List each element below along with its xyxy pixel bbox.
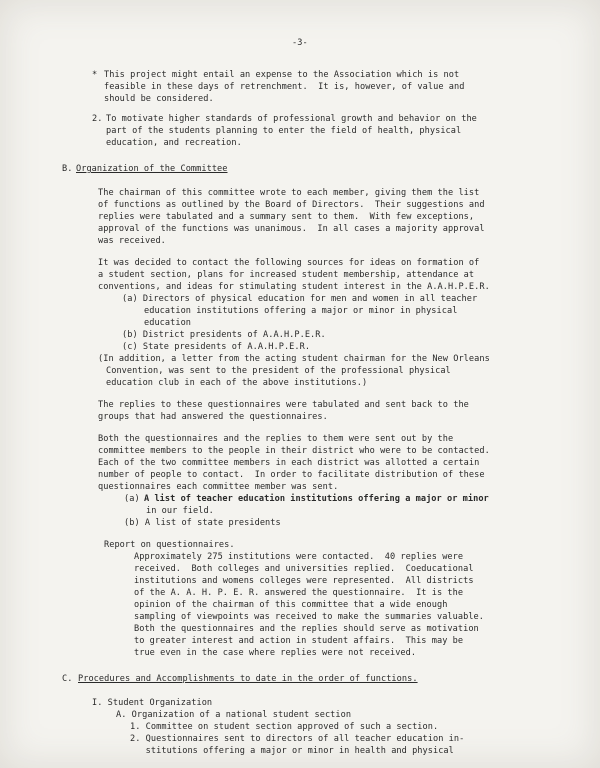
paragraph-line: approval of the functions was unanimous. In all cases a majority approval	[98, 224, 485, 234]
item-text: To motivate higher standards of professional growth and behavior on the	[106, 114, 477, 124]
paragraph-line: The replies to these questionnaires were tabulated and sent back to the	[98, 400, 469, 410]
report-line: true even in the case where replies were not received.	[134, 648, 417, 658]
report-line: Approximately 275 institutions were contacted. 40 replies were	[134, 552, 464, 562]
paragraph-line: groups that had answered the questionnaires.	[98, 412, 328, 422]
subsection-heading: I. Student Organization	[92, 698, 213, 708]
footnote-line: feasible in these days of retrenchment. It is, however, of value and	[104, 82, 465, 92]
paragraph-line: education club in each of the above institutions.)	[106, 378, 368, 388]
section-b-title: Organization of the Committee	[76, 164, 228, 174]
footnote-line: should be considered.	[104, 94, 214, 104]
footnote-marker: *	[92, 70, 98, 80]
report-line: sampling of viewpoints was received to make the summaries valuable.	[134, 612, 484, 622]
list-item: education institutions offering a major or minor in physical	[144, 306, 458, 316]
paragraph-line: Each of the two committee members in each district was allotted a certain	[98, 458, 480, 468]
paragraph-line: Both the questionnaires and the replies to them were sent out by the	[98, 434, 454, 444]
list-item-prefix: (a)	[124, 494, 145, 504]
list-item: (c) State presidents of A.A.H.P.E.R.	[122, 342, 311, 352]
paragraph-line: questionnaires each committee member was sent.	[98, 482, 339, 492]
item-text: education, and recreation.	[106, 138, 242, 148]
paragraph-line: of functions as outlined by the Board of Directors. Their suggestions and	[98, 200, 485, 210]
paragraph-line: was received.	[98, 236, 166, 246]
paragraph-line: Convention, was sent to the president of the professional physical	[106, 366, 451, 376]
list-item: education	[144, 318, 192, 328]
paragraph-line: committee members to the people in their district who were to be contacted.	[98, 446, 490, 456]
subsection-heading: A. Organization of a national student section	[116, 710, 352, 720]
report-line: to greater interest and action in student affairs. This may be	[134, 636, 464, 646]
report-line: institutions and womens colleges were represented. All districts	[134, 576, 474, 586]
item-number: 2.	[92, 114, 103, 124]
paragraph-line: The chairman of this committee wrote to each member, giving them the list	[98, 188, 480, 198]
paragraph-line: (In addition, a letter from the acting student chairman for the New Orleans	[98, 354, 490, 364]
list-item: (b) A list of state presidents	[124, 518, 281, 528]
footnote-line: This project might entail an expense to the Association which is not	[104, 70, 460, 80]
section-c-title: Procedures and Accomplishments to date in the order of functions.	[78, 674, 418, 684]
page-number: -3-	[292, 38, 308, 48]
paragraph-line: It was decided to contact the following sources for ideas on formation of	[98, 258, 480, 268]
list-item: (b) District presidents of A.A.H.P.E.R.	[122, 330, 326, 340]
report-line: received. Both colleges and universities replied. Coeducational	[134, 564, 474, 574]
list-item: (a) Directors of physical education for men and women in all teacher	[122, 294, 478, 304]
list-item: 2. Questionnaires sent to directors of all teacher education in-	[130, 734, 465, 744]
report-heading: Report on questionnaires.	[104, 540, 235, 550]
list-item: A list of teacher education institutions offering a major or minor	[144, 494, 489, 504]
report-line: Both the questionnaires and the replies should serve as motivation	[134, 624, 479, 634]
report-line: of the A. A. H. P. E. R. answered the questionnaire. It is the	[134, 588, 464, 598]
paragraph-line: conventions, and ideas for stimulating student interest in the A.A.H.P.E.R.	[98, 282, 490, 292]
paragraph-line: a student section, plans for increased student membership, attendance at	[98, 270, 475, 280]
paragraph-line: number of people to contact. In order to facilitate distribution of these	[98, 470, 485, 480]
report-line: opinion of the chairman of this committee that a wide enough	[134, 600, 448, 610]
list-item: 1. Committee on student section approved of such a section.	[130, 722, 439, 732]
section-c-label: C.	[62, 674, 73, 684]
section-b-label: B.	[62, 164, 73, 174]
list-item: in our field.	[146, 506, 214, 516]
item-text: part of the students planning to enter the field of health, physical	[106, 126, 462, 136]
paragraph-line: replies were tabulated and a summary sent to them. With few exceptions,	[98, 212, 475, 222]
list-item: stitutions offering a major or minor in health and physical	[130, 746, 454, 756]
